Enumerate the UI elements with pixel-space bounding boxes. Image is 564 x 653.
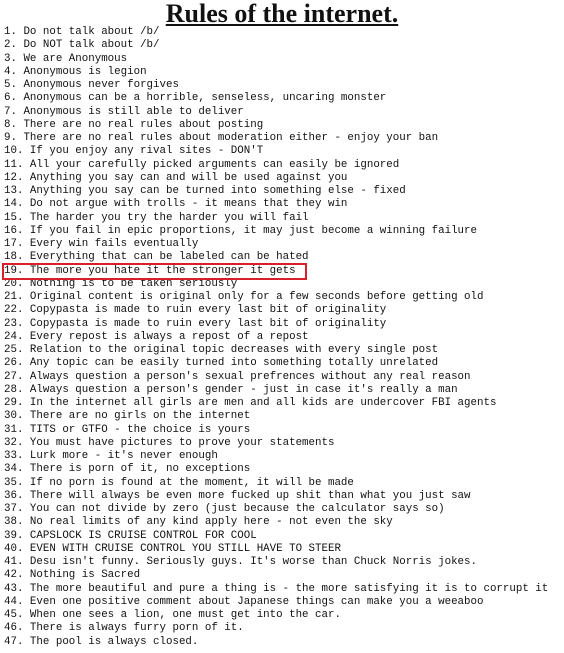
rule-item: 44. Even one positive comment about Japanese things can make you a weeaboo: [4, 595, 484, 608]
rule-item: 28. Always question a person's gender - just in case it's really a man: [4, 383, 458, 396]
rule-item: 3. We are Anonymous: [4, 52, 128, 65]
rule-item: 31. TITS or GTFO - the choice is yours: [4, 423, 251, 436]
rule-item: 17. Every win fails eventually: [4, 238, 199, 250]
rule-item: 25. Relation to the original topic decreases with every single post: [4, 344, 439, 356]
rule-item: 11. All your carefully picked arguments can easily be ignored: [4, 158, 400, 171]
rule-item: 14. Do not argue with trolls - it means that they win: [4, 198, 348, 211]
rule-item: 37. You can not divide by zero (just because the calculator says so): [4, 503, 445, 515]
rule-item: 7. Anonymous is still able to deliver: [4, 105, 244, 118]
rule-item: 47. The pool is always closed.: [4, 635, 199, 648]
rule-item: 15. The harder you try the harder you will fail: [4, 211, 309, 224]
rule-item: 21. Original content is original only for a few seconds before getting old: [4, 291, 484, 303]
rule-item: 16. If you fail in epic proportions, it may just become a winning failure: [4, 224, 477, 237]
rule-item: 41. Desu isn't funny. Seriously guys. It's worse than Chuck Norris jokes.: [4, 556, 477, 568]
rule-item: 2. Do NOT talk about /b/: [4, 39, 160, 52]
rule-item: 12. Anything you say can and will be used against you: [4, 171, 348, 184]
rule-item: 22. Copypasta is made to ruin every last bit of originality: [4, 304, 387, 317]
rule-item: 13. Anything you say can be turned into something else - fixed: [4, 185, 406, 197]
rule-item: 46. There is always furry porn of it.: [4, 622, 244, 635]
rule-item: 42. Nothing is Sacred: [4, 569, 141, 582]
rule-item: 18. Everything that can be labeled can be hated: [4, 251, 309, 264]
rule-item: 8. There are no real rules about posting: [4, 118, 264, 131]
rules-list: [4, 26, 548, 649]
rule-item: 10. If you enjoy any rival sites - DON'T: [4, 145, 264, 158]
rule-item: 40. EVEN WITH CRUISE CONTROL YOU STILL HAVE TO STEER: [4, 542, 341, 555]
rule-item: 9. There are no real rules about moderation either - enjoy your ban: [4, 132, 439, 144]
rule-item: 30. There are no girls on the internet: [4, 410, 251, 423]
rule-item: 27. Always question a person's sexual prefrences without any real reason: [4, 370, 471, 383]
rule-item: 43. The more beautiful and pure a thing is - the more satisfying it is to corrupt it: [4, 582, 549, 595]
rule-item: 36. There will always be even more fucked up shit than what you just saw: [4, 489, 471, 502]
rule-item: 6. Anonymous can be a horrible, senseless, uncaring monster: [4, 92, 387, 105]
rule-item: 45. When one sees a lion, one must get into the car.: [4, 609, 341, 621]
rule-item: 19. The more you hate it the stronger it gets: [4, 264, 296, 277]
rule-item: 24. Every repost is always a repost of a repost: [4, 330, 309, 343]
rule-item: 35. If no porn is found at the moment, it will be made: [4, 476, 354, 489]
rule-item: 26. Any topic can be easily turned into something totally unrelated: [4, 357, 439, 370]
rule-item: 23. Copypasta is made to ruin every last bit of originality: [4, 317, 387, 330]
rule-item: 38. No real limits of any kind apply here - not even the sky: [4, 516, 393, 529]
rule-item: 32. You must have pictures to prove your statements: [4, 436, 335, 449]
rule-item: 20. Nothing is to be taken seriously: [4, 277, 238, 290]
rule-item: 39. CAPSLOCK IS CRUISE CONTROL FOR COOL: [4, 529, 257, 542]
rule-item: 5. Anonymous never forgives: [4, 79, 179, 91]
rule-item: 33. Lurk more - it's never enough: [4, 450, 218, 462]
rule-item: 34. There is porn of it, no exceptions: [4, 463, 251, 476]
rule-item: 1. Do not talk about /b/: [4, 26, 160, 38]
rule-item: 4. Anonymous is legion: [4, 65, 147, 78]
page-title: Rules of the internet.: [165, 0, 399, 28]
rule-item: 29. In the internet all girls are men and all kids are undercover FBI agents: [4, 397, 497, 409]
